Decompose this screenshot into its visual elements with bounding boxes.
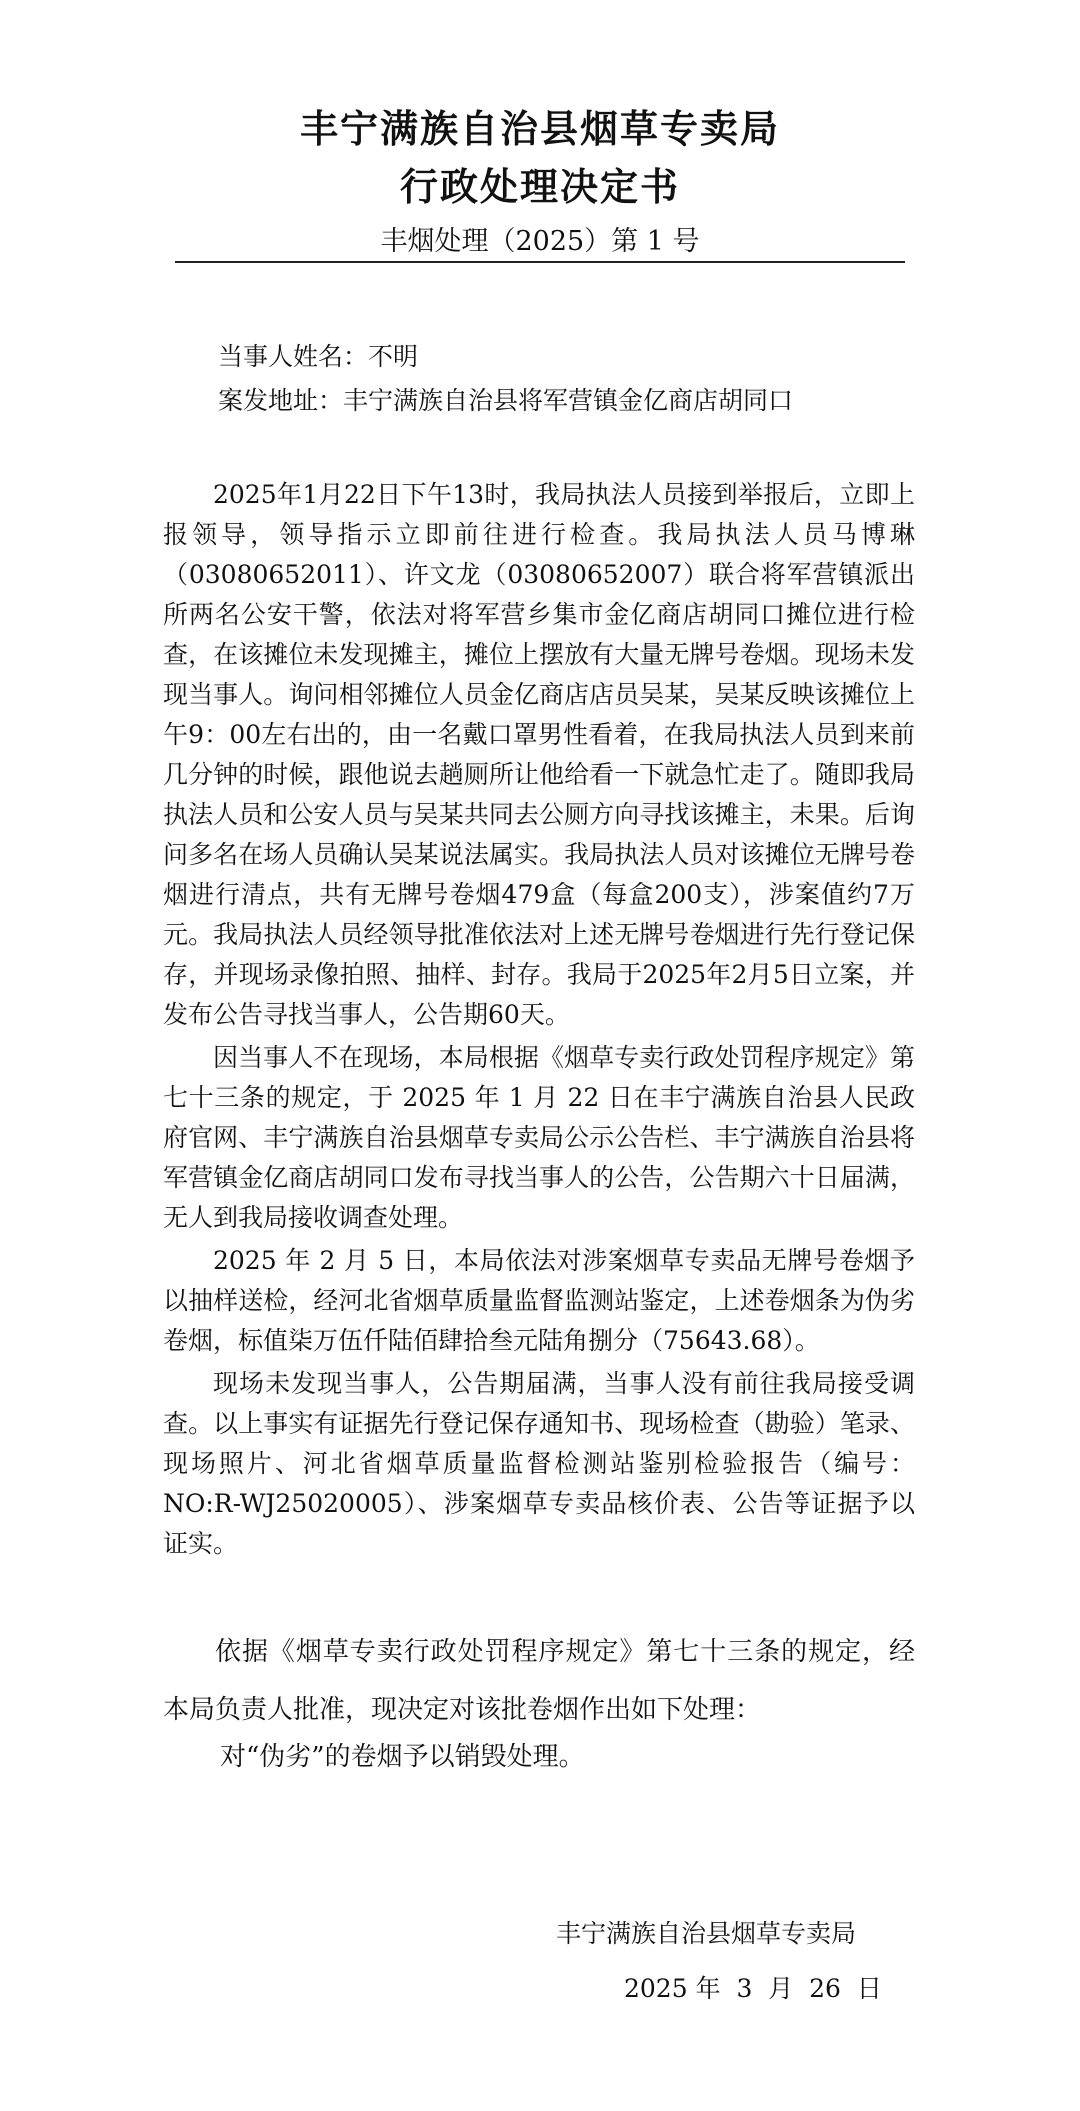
- facts-paragraph-2: 因当事人不在现场，本局根据《烟草专卖行政处罚程序规定》第七十三条的规定，于 2025 年 1 月 22 日在丰宁满族自治县人民政府官网、丰宁满族自治县烟草专卖局公示公告栏、丰宁满族自治县将军营镇金亿商店胡同口发布寻找当事人的公告，公告期六十日届满，无人到我局接收调查处理。: [163, 1043, 915, 1232]
- document-number: 丰烟处理（2025）第 1 号: [380, 226, 700, 257]
- facts-paragraph-1: 2025年1月22日下午13时，我局执法人员接到举报后，立即上报领导，领导指示立即前往进行检查。我局执法人员马博琳（03080652011）、许文龙（03080652007）联合将军营镇派出所两名公安干警，依法对将军营乡集市金亿商店胡同口摊位进行检查，在该摊位未发现摊主，摊位上摆放有大量无牌号卷烟。现场未发现当事人。询问相邻摊位人员金亿商店店员吴某，吴某反映该摊位上午9：00左右出的，由一名戴口罩男性看着，在我局执法人员到来前几分钟的时候，跟他说去趟厕所让他给看一下就急忙走了。随即我局执法人员和公安人员与吴某共同去公厕方向寻找该摊主，未果。后询问多名在场人员确认吴某说法属实。我局执法人员对该摊位无牌号卷烟进行清点，共有无牌号卷烟479盒（每盒200支），涉案值约7万元。我局执法人员经领导批准依法对上述无牌号卷烟进行先行登记保存，并现场录像拍照、抽样、封存。我局于2025年2月5日立案，并发布公告寻找当事人，公告期60天。: [163, 480, 915, 1029]
- decision-basis: 依据《烟草专卖行政处罚程序规定》第七十三条的规定，经本局负责人批准，现决定对该批卷烟作出如下处理：: [163, 1637, 915, 1725]
- facts-paragraph-4: 现场未发现当事人，公告期届满，当事人没有前往我局接受调查。以上事实有证据先行登记保存通知书、现场检查（勘验）笔录、现场照片、河北省烟草质量监督检测站鉴别检验报告（编号：NO:R-WJ25020005）、涉案烟草专卖品核价表、公告等证据予以证实。: [163, 1369, 915, 1558]
- header-divider: [175, 261, 905, 263]
- case-facts: [163, 475, 915, 1567]
- document-title: 行政处理决定书: [399, 164, 680, 209]
- case-address: 案发地址：丰宁满族自治县将军营镇金亿商店胡同口: [218, 386, 794, 415]
- signature-date: 2025 年 3 月 26 日: [624, 1974, 882, 2003]
- organization-title: 丰宁满族自治县烟草专卖局: [299, 106, 780, 151]
- document-header: [0, 100, 1080, 262]
- decision-item: 对“伪劣”的卷烟予以销毁处理。: [220, 1742, 585, 1772]
- party-name: 当事人姓名：不明: [218, 342, 419, 371]
- facts-paragraph-3: 2025 年 2 月 5 日，本局依法对涉案烟草专卖品无牌号卷烟予以抽样送检，经河北省烟草质量监督监测站鉴定，上述卷烟条为伪劣卷烟，标值柒万伍仟陆佰肆拾叁元陆角捌分（75643.68）。: [163, 1246, 915, 1355]
- signature-organization: 丰宁满族自治县烟草专卖局: [556, 1919, 857, 1948]
- party-info: [218, 335, 918, 423]
